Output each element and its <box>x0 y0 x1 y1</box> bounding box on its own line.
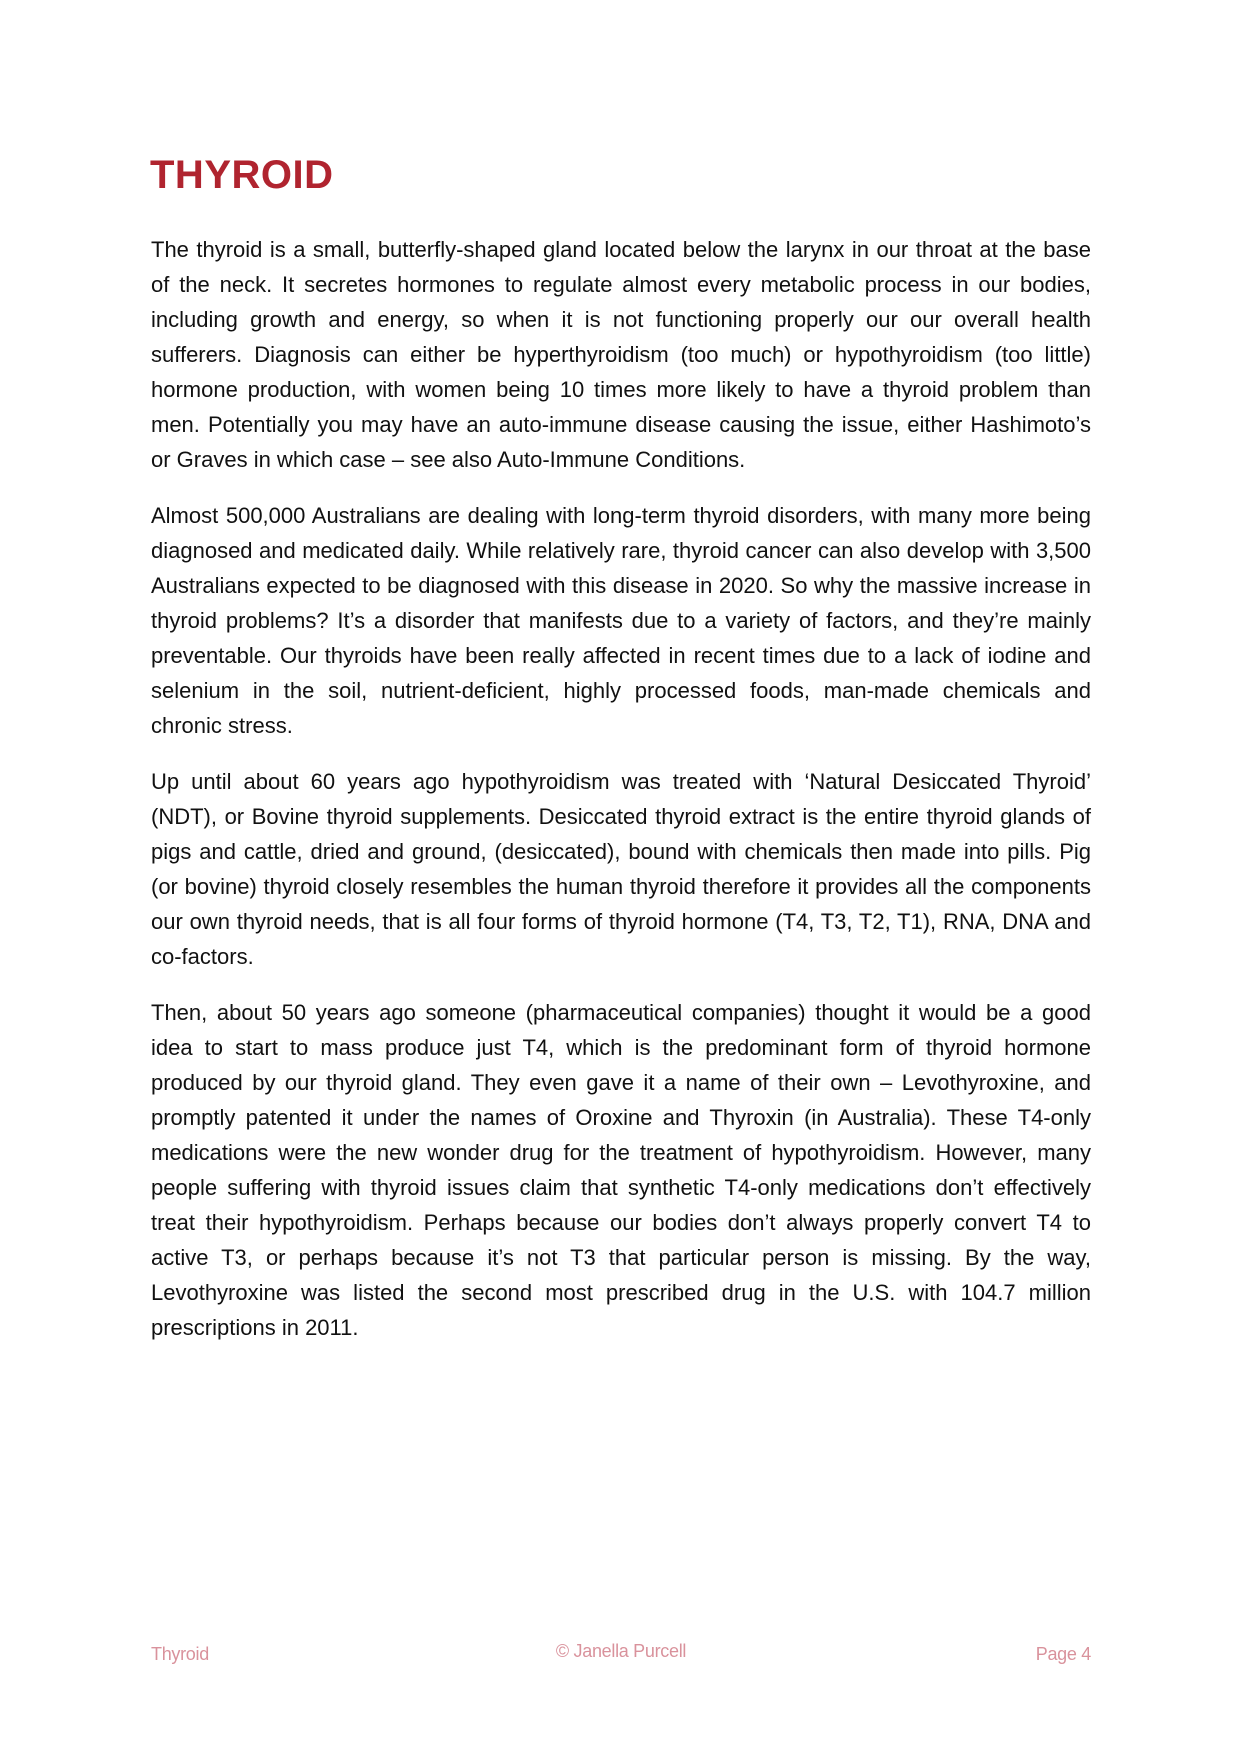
footer-section-title: Thyroid <box>151 1644 209 1664</box>
page-footer <box>151 1641 1091 1672</box>
footer-page-number: Page 4 <box>1035 1644 1091 1664</box>
document-body <box>151 232 1091 1366</box>
paragraph-intro: The thyroid is a small, butterfly-shaped gland located below the larynx in our throat at the base of the neck. It secretes hormones to regulate almost every metabolic process in our bodies, including growth and energy, so when it is not functioning properly our our overall health sufferers. Diagnosis can either be hyperthyroidism (too much) or hypothyroidism (too little) hormone production, with women being 10 times more likely to have a thyroid problem than men. Potentially you may have an auto-immune disease causing the issue, either Hashimoto’s or Graves in which case – see also Auto-Immune Conditions. <box>151 237 1091 472</box>
paragraph-history-ndt: Up until about 60 years ago hypothyroidism was treated with ‘Natural Desiccated Thyroid’ (NDT), or Bovine thyroid supplements. Desiccated thyroid extract is the entire thyroid glands of pigs and cattle, dried and ground, (desiccated), bound with chemicals then made into pills. Pig (or bovine) thyroid closely resembles the human thyroid therefore it provides all the components our own thyroid needs, that is all four forms of thyroid hormone (T4, T3, T2, T1), RNA, DNA and co-factors. <box>151 769 1091 969</box>
page-title: THYROID <box>150 153 334 197</box>
paragraph-prevalence: Almost 500,000 Australians are dealing with long-term thyroid disorders, with many more being diagnosed and medicated daily. While relatively rare, thyroid cancer can also develop with 3,500 Australians expected to be diagnosed with this disease in 2020. So why the massive increase in thyroid problems? It’s a disorder that manifests due to a variety of factors, and they’re mainly preventable. Our thyroids have been really affected in recent times due to a lack of iodine and selenium in the soil, nutrient-deficient, highly processed foods, man-made chemicals and chronic stress. <box>151 503 1091 738</box>
footer-copyright: © Janella Purcell <box>555 1641 687 1661</box>
paragraph-levothyroxine: Then, about 50 years ago someone (pharmaceutical companies) thought it would be a good idea to start to mass produce just T4, which is the predominant form of thyroid hormone produced by our thyroid gland. They even gave it a name of their own – Levothyroxine, and promptly patented it under the names of Oroxine and Thyroxin (in Australia). These T4-only medications were the new wonder drug for the treatment of hypothyroidism. However, many people suffering with thyroid issues claim that synthetic T4-only medications don’t effectively treat their hypothyroidism. Perhaps because our bodies don’t always properly convert T4 to active T3, or perhaps because it’s not T3 that particular person is missing. By the way, Levothyroxine was listed the second most prescribed drug in the U.S. with 104.7 million prescriptions in 2011. <box>151 1000 1091 1340</box>
